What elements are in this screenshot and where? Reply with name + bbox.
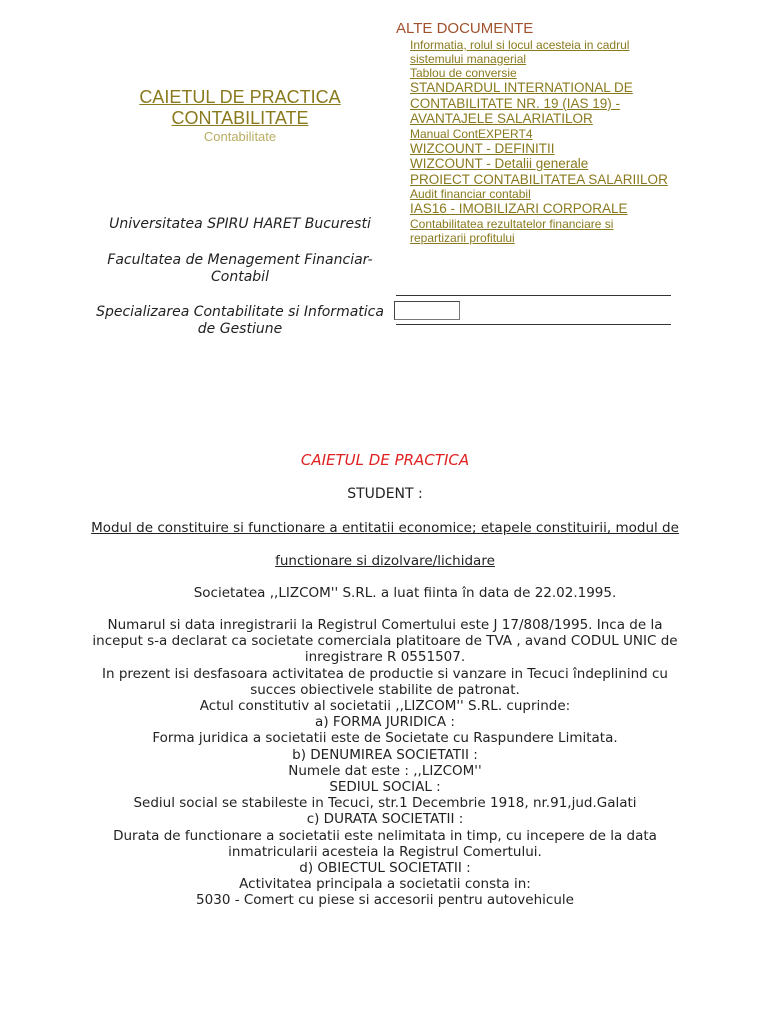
doc-link[interactable]: WIZCOUNT - DEFINITII bbox=[410, 140, 555, 156]
doc-link[interactable]: Manual ContEXPERT4 bbox=[410, 126, 533, 141]
divider-top bbox=[396, 295, 671, 296]
doc-link[interactable]: Tablou de conversie bbox=[410, 66, 517, 80]
other-documents-heading: ALTE DOCUMENTE bbox=[396, 20, 534, 37]
doc-link[interactable]: PROIECT CONTABILITATEA SALARIILOR bbox=[410, 171, 668, 187]
divider-bottom bbox=[396, 324, 671, 325]
body-line: d) OBIECTUL SOCIETATII : bbox=[299, 860, 471, 877]
empty-input-box[interactable] bbox=[394, 301, 460, 320]
body-line: Sediul social se stabileste in Tecuci, str.1 Decembrie 1918, nr.91,jud.Galati bbox=[133, 795, 637, 812]
topic-line: functionare si dizolvare/lichidare bbox=[275, 552, 495, 569]
doc-link[interactable]: WIZCOUNT - Detalii generale bbox=[410, 156, 589, 171]
faculty-name: Facultatea de Menagement Financiar-Contabil bbox=[107, 252, 373, 285]
practice-title: CAIETUL DE PRACTICA bbox=[300, 451, 470, 469]
doc-link[interactable]: Informatia, rolul si locul acesteia in cadrul sistemului managerial bbox=[410, 38, 630, 66]
body-line: 5030 - Comert cu piese si accesorii pentru autovehicule bbox=[196, 892, 574, 909]
document-body bbox=[90, 452, 680, 909]
body-line: b) DENUMIREA SOCIETATII : bbox=[292, 746, 478, 763]
specialization-name: Specializarea Contabilitate si Informatica de Gestiune bbox=[96, 304, 384, 337]
body-line: SEDIUL SOCIAL : bbox=[329, 779, 441, 796]
document-category: Contabilitate bbox=[203, 129, 277, 144]
body-line: Numele dat este : ,,LIZCOM'' bbox=[288, 762, 482, 779]
body-line: a) FORMA JURIDICA : bbox=[315, 714, 455, 731]
body-line: c) DURATA SOCIETATII : bbox=[306, 811, 464, 828]
body-line: In prezent isi desfasoara activitatea de productie si vanzare in Tecuci îndeplinind cu succes obiectivele stabilite de patronat. bbox=[102, 665, 668, 698]
student-label: STUDENT : bbox=[347, 486, 423, 503]
other-documents-list bbox=[410, 38, 672, 245]
body-line: Durata de functionare a societatii este nelimitata in timp, cu incepere de la data inmatricularii acesteia la Registrul Comertului. bbox=[113, 827, 657, 860]
topic-line: Modul de constituire si functionare a entitatii economice; etapele constituirii, modul de bbox=[91, 520, 679, 537]
doc-link[interactable]: IAS16 - IMOBILIZARI CORPORALE bbox=[410, 201, 628, 216]
doc-link[interactable]: STANDARDUL INTERNATIONAL DE CONTABILITATE NR. 19 (IAS 19) - AVANTAJELE SALARIATILOR bbox=[410, 80, 633, 126]
body-line: Numarul si data inregistrarii la Registrul Comertului este J 17/808/1995. Inca de la inceput s-a declarat ca societate comerciala platitoare de TVA , avand CODUL UNIC de inregistrare R 0551507. bbox=[92, 617, 678, 666]
body-line: Actul constitutiv al societatii ,,LIZCOM'' S.RL. cuprinde: bbox=[199, 698, 571, 715]
document-title: CAIETUL DE PRACTICA CONTABILITATE bbox=[139, 87, 341, 128]
university-name: Universitatea SPIRU HARET Bucuresti bbox=[109, 216, 371, 232]
doc-link[interactable]: Audit financiar contabil bbox=[410, 187, 531, 201]
intro-paragraph: Societatea ,,LIZCOM'' S.RL. a luat fiinta în data de 22.02.1995. bbox=[193, 584, 617, 601]
body-line: Forma juridica a societatii este de Societate cu Raspundere Limitata. bbox=[152, 730, 618, 747]
doc-link[interactable]: Contabilitatea rezultatelor financiare si repartizarii profitului bbox=[410, 216, 614, 245]
body-line: Activitatea principala a societatii consta in: bbox=[239, 876, 531, 893]
